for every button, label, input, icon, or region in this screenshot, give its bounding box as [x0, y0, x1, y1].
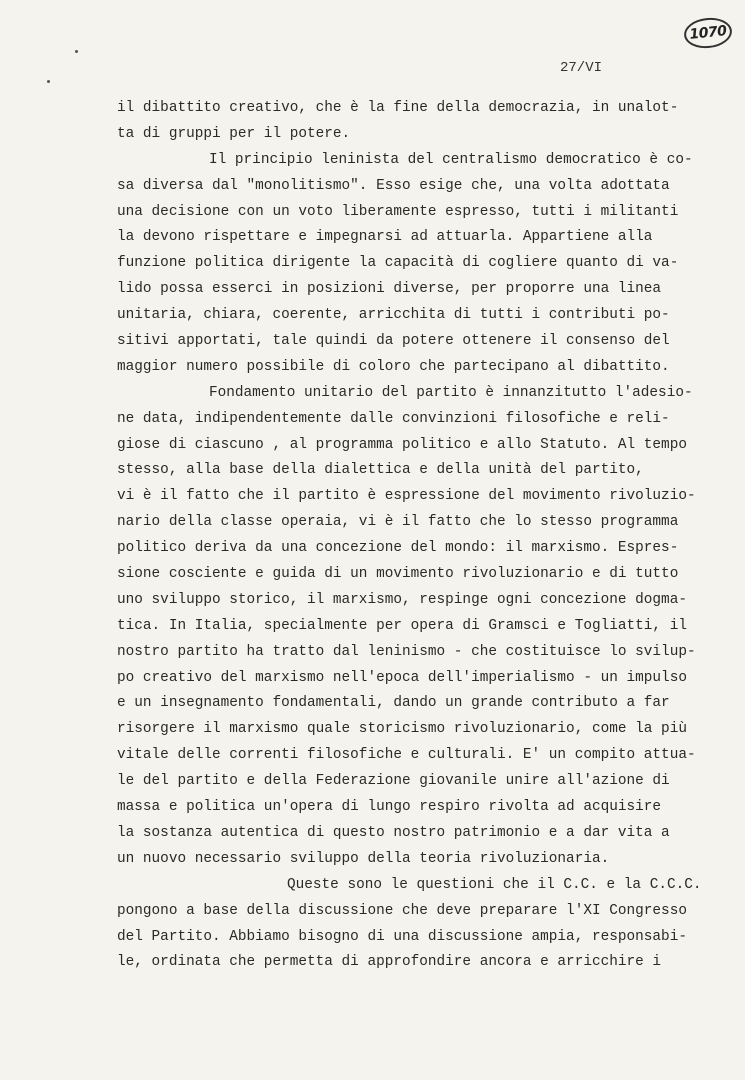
text-line: tica. In Italia, specialmente per opera di Gramsci e Togliatti, il: [117, 617, 687, 634]
text-line: e un insegnamento fondamentali, dando un grande contributo a far: [117, 695, 670, 712]
text-line: ta di gruppi per il potere.: [117, 125, 351, 142]
text-line: lido possa esserci in posizioni diverse, per proporre una linea: [117, 281, 662, 298]
text-line: vitale delle correnti filosofiche e culturali. E' un compito attua-: [117, 747, 696, 764]
text-line: maggior numero possibile di coloro che partecipano al dibattito.: [117, 358, 670, 375]
text-line: sione cosciente e guida di un movimento rivoluzionario e di tutto: [117, 566, 679, 583]
text-line: le del partito e della Federazione giovanile unire all'azione di: [117, 773, 670, 790]
text-line: sitivi apportati, tale quindi da potere ottenere il consenso del: [117, 333, 670, 350]
text-line: funzione politica dirigente la capacità di cogliere quanto di va-: [117, 255, 679, 272]
text-line: stesso, alla base della dialettica e della unità del partito,: [117, 462, 644, 479]
text-line: massa e politica un'opera di lungo respiro rivolta ad acquisire: [117, 799, 662, 816]
text-line: vi è il fatto che il partito è espressione del movimento rivoluzio-: [117, 488, 696, 505]
text-line: il dibattito creativo, che è la fine della democrazia, in unalot-: [117, 100, 679, 116]
text-line: giose di ciascuno , al programma politico e allo Statuto. Al tempo: [117, 436, 687, 453]
ink-speck: [75, 50, 78, 53]
text-line: ne data, indipendentemente dalle convinzioni filosofiche e reli-: [117, 410, 670, 427]
text-line: sa diversa dal "monolitismo". Esso esige che, una volta adottata: [117, 177, 670, 194]
text-line: le, ordinata che permetta di approfondire ancora e arricchire i: [117, 954, 662, 971]
text-line: pongono a base della discussione che deve preparare l'XI Congresso: [117, 902, 687, 919]
text-line: del Partito. Abbiamo bisogno di una discussione ampia, responsabi-: [117, 928, 687, 945]
text-line: unitaria, chiara, coerente, arricchita di tutti i contributi po-: [117, 307, 670, 324]
text-line: risorgere il marxismo quale storicismo rivoluzionario, come la più: [117, 721, 687, 738]
text-line: uno sviluppo storico, il marxismo, respinge ogni concezione dogma-: [117, 591, 687, 608]
archive-number-stamp: 1070: [683, 16, 734, 51]
text-line: nario della classe operaia, vi è il fatto che lo stesso programma: [117, 514, 679, 531]
text-line: Il principio leninista del centralismo democratico è co-: [209, 151, 693, 168]
text-line: la sostanza autentica di questo nostro patrimonio e a dar vita a: [117, 824, 670, 841]
text-line: Fondamento unitario del partito è innanzitutto l'adesio-: [209, 384, 693, 401]
body-text: [117, 96, 702, 976]
text-line: una decisione con un voto liberamente espresso, tutti i militanti: [117, 203, 679, 220]
text-line: nostro partito ha tratto dal leninismo - che costituisce lo svilup-: [117, 643, 696, 660]
text-line: politico deriva da una concezione del mondo: il marxismo. Espres-: [117, 540, 679, 557]
text-line: Queste sono le questioni che il C.C. e la C.C.C.: [287, 876, 702, 893]
ink-speck: [47, 80, 50, 83]
text-line: la devono rispettare e impegnarsi ad attuarla. Appartiene alla: [117, 229, 653, 246]
page-number: 27/VI: [560, 60, 603, 76]
text-line: po creativo del marxismo nell'epoca dell'imperialismo - un impulso: [117, 669, 687, 686]
text-line: un nuovo necessario sviluppo della teoria rivoluzionaria.: [117, 850, 610, 867]
